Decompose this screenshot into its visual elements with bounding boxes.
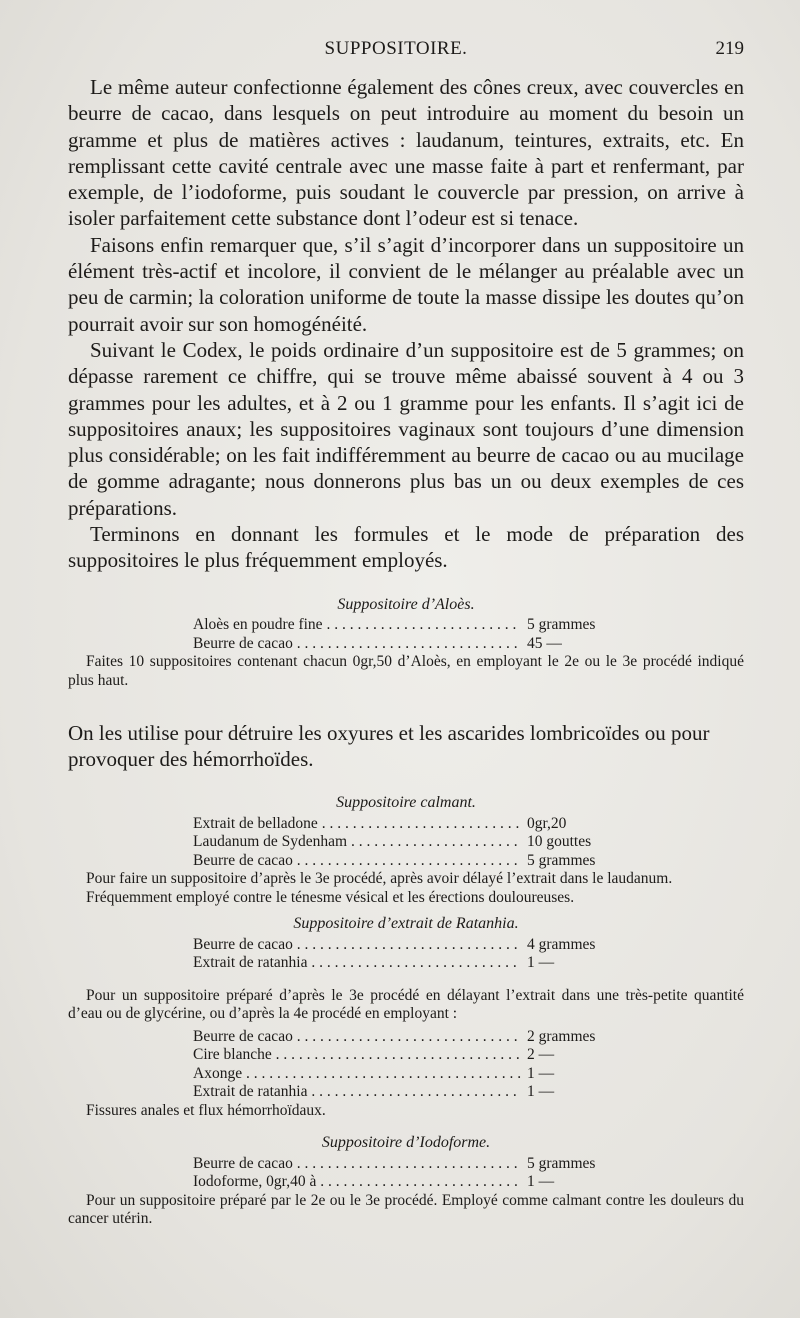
ingredient-name: Beurre de cacao . . . — [193, 1155, 521, 1174]
ingredient-quantity: 5 grammes — [527, 616, 596, 634]
ingredient-row — [193, 1065, 613, 1084]
ingredient-row — [193, 954, 613, 973]
page-number: 219 — [715, 38, 744, 59]
ingredient-quantity: 0gr,20 — [527, 814, 567, 832]
recipe-aloes — [68, 596, 744, 691]
ingredient-row — [193, 1155, 613, 1174]
running-header — [68, 38, 744, 60]
ingredient-row — [193, 815, 613, 834]
ingredient-quantity: 45 — — [527, 634, 562, 652]
ingredient-name: Extrait de ratanhia . . . — [193, 1083, 521, 1102]
ingredient-quantity: 5 grammes — [527, 851, 596, 869]
paragraph-2: Faisons enfin remarquer que, s’il s’agit d’incorporer dans un suppositoire un élément très-actif et incolore, il convient de le mélanger au préalable avec un peu de carmin; la coloration uniforme de toute la masse dissipe les doutes qu’on pourrait avoir sur son homogénéité. — [68, 232, 744, 336]
ingredient-name: Beurre de cacao . . . — [193, 635, 521, 654]
paragraph-1: Le même auteur confectionne également des cônes creux, avec couvercles en beurre de cacao, dans lesquels on peut introduire au moment du besoin un gramme et plus de matières actives : laudanum, teintures, extraits, etc. En remplissant cette cavité centrale avec une masse faite à part et renfermant, par exemple, de l’iodoforme, puis soudant le couvercle par pression, on arrive à isoler parfaitement cette substance dont l’odeur est si tenace. — [68, 75, 744, 231]
recipe-title: Suppositoire d’extrait de Ratanhia. — [293, 915, 519, 933]
ingredient-row — [193, 1173, 613, 1192]
paragraph-3: Suivant le Codex, le poids ordinaire d’un suppositoire est de 5 grammes; on dépasse rarement ce chiffre, qui se trouve même abaissé souvent à 4 ou 3 grammes pour les adultes, et à 2 ou 1 gramme pour les enfants. Il s’agit ici de suppositoires anaux; les suppositoires vaginaux sont toujours d’une dimension plus considérable; on les fait indifféremment au beurre de cacao ou au mucilage de gomme adragante; nous donnerons plus bas un ou deux exemples de ces préparations. — [68, 337, 744, 520]
ingredient-list — [193, 1028, 613, 1102]
ingredient-name: Extrait de ratanhia . . . — [193, 954, 521, 973]
recipe-title: Suppositoire d’Aloès. — [337, 595, 475, 613]
ingredient-quantity: 1 — — [527, 1064, 555, 1082]
recipe-title: Suppositoire calmant. — [336, 794, 476, 812]
recipe-note: Faites 10 suppositoires contenant chacun 0gr,50 d’Aloès, en employant le 2e ou le 3e procédé indiqué plus haut. — [68, 653, 744, 689]
ingredient-name: Aloès en poudre fine . . . — [193, 616, 521, 635]
ingredient-row — [193, 616, 613, 635]
recipe-iodoforme — [68, 1134, 744, 1229]
ingredient-name: Extrait de belladone . . . — [193, 815, 521, 834]
ingredient-quantity: 5 grammes — [527, 1154, 596, 1172]
ingredient-name: Beurre de cacao . . . — [193, 1028, 521, 1047]
ingredient-list — [193, 936, 613, 973]
ingredient-name: Laudanum de Sydenham . . . — [193, 833, 521, 852]
ingredient-name: Beurre de cacao . . . — [193, 852, 521, 871]
ingredient-quantity: 4 grammes — [527, 935, 596, 953]
ingredient-row — [193, 635, 613, 654]
recipe-note: Fréquemment employé contre le ténesme vésical et les érections douloureuses. — [86, 888, 575, 906]
ingredient-list — [193, 1155, 613, 1192]
ingredient-name: Beurre de cacao . . . — [193, 936, 521, 955]
ingredient-quantity: 10 gouttes — [527, 833, 592, 851]
recipe-ratanhia — [68, 915, 744, 1120]
ingredient-row — [193, 1028, 613, 1047]
ingredient-quantity: 2 — — [527, 1046, 555, 1064]
ingredient-list — [193, 616, 613, 653]
page-header-title: SUPPOSITOIRE. — [324, 38, 468, 59]
ingredient-quantity: 2 grammes — [527, 1027, 596, 1045]
recipe-note: Pour un suppositoire préparé par le 2e ou le 3e procédé. Employé comme calmant contre les douleurs du cancer utérin. — [68, 1191, 744, 1228]
ingredient-row — [193, 1083, 613, 1102]
ingredient-quantity: 1 — — [527, 1173, 555, 1191]
recipe-note: Fissures anales et flux hémorrhoïdaux. — [86, 1101, 326, 1119]
paragraph-usage: On les utilise pour détruire les oxyures et les ascarides lombricoïdes ou pour provoquer des hémorrhoïdes. — [68, 721, 710, 772]
ingredient-row — [193, 833, 613, 852]
ingredient-name: Iodoforme, 0gr,40 à . . . — [193, 1173, 521, 1192]
ingredient-row — [193, 852, 613, 871]
ingredient-name: Cire blanche . . . — [193, 1046, 521, 1065]
ingredient-list — [193, 815, 613, 871]
recipe-calmant — [68, 794, 744, 907]
recipe-note: Pour faire un suppositoire d’après le 3e procédé, après avoir délayé l’extrait dans le laudanum. — [86, 870, 673, 888]
recipe-title: Suppositoire d’Iodoforme. — [321, 1134, 491, 1152]
ingredient-row — [193, 1046, 613, 1065]
ingredient-row — [193, 936, 613, 955]
ingredient-quantity: 1 — — [527, 954, 555, 972]
ingredient-name: Axonge . . . — [193, 1065, 521, 1084]
recipe-note: Pour un suppositoire préparé d’après le 3e procédé en délayant l’extrait dans une très-petite quantité d’eau ou de glycérine, ou d’après la 4e procédé en employant : — [68, 986, 744, 1023]
paragraph-4: Terminons en donnant les formules et le mode de préparation des suppositoires le plus fréquemment employés. — [68, 522, 744, 573]
ingredient-quantity: 1 — — [527, 1083, 555, 1101]
